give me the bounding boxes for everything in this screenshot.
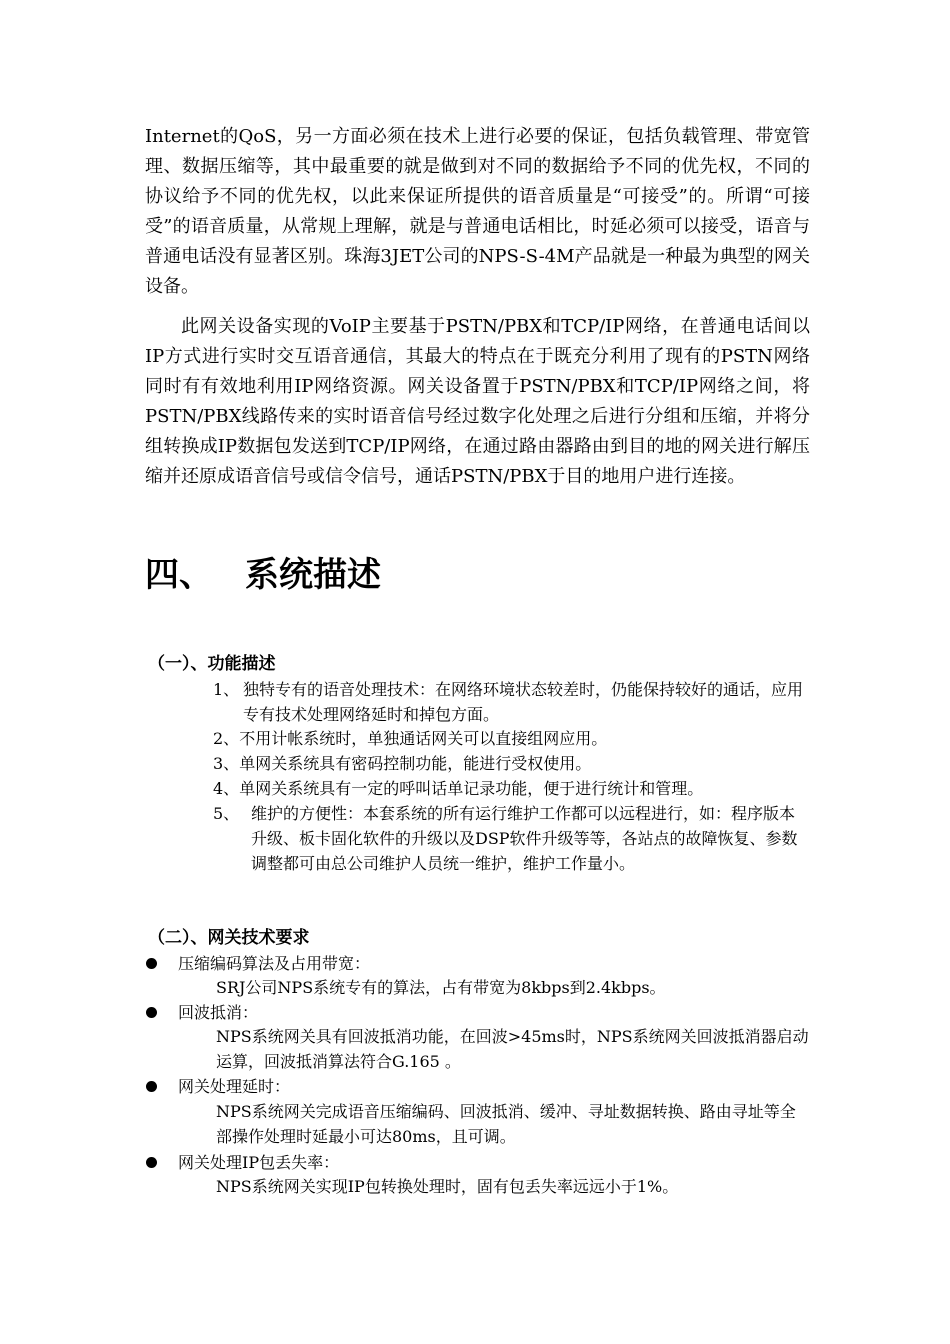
chapter-title: 系统描述 <box>245 555 381 595</box>
list-number: 2、 <box>213 729 240 748</box>
bullet-description: NPS系统网关完成语音压缩编码、回波抵消、缓冲、寻址数据转换、路由寻址等全部操作处理时延最小可达80ms，且可调。 <box>216 1102 796 1146</box>
list-number: 4、 <box>213 779 240 798</box>
numbered-list-item <box>213 801 809 876</box>
body-paragraph: Internet的QoS，另一方面必须在技术上进行必要的保证，包括负载管理、带宽管理、数据压缩等，其中最重要的就是做到对不同的数据给予不同的优先权，不同的协议给予不同的优先权，以此来保证所提供的语音质量是“可接受”的。所谓“可接受”的语音质量，从常规上理解，就是与普通电话相比，时延必须可以接受，语音与普通电话没有显著区别。珠海3JET公司的NPS-S-4M产品就是一种最为典型的网关设备。 <box>145 126 810 297</box>
list-item-text: 独特专有的语音处理技术：在网络环境状态较差时，仍能保持较好的通话，应用专有技术处理网络延时和掉包方面。 <box>243 680 804 724</box>
list-item-text: 维护的方便性：本套系统的所有运行维护工作都可以远程进行，如：程序版本升级、板卡固化软件的升级以及DSP软件升级等等，各站点的故障恢复、参数调整都可由总公司维护人员统一维护，维护工作量小。 <box>251 804 798 873</box>
bullet-description: NPS系统网关实现IP包转换处理时，固有包丢失率远远小于1%。 <box>216 1177 679 1196</box>
numbered-list-item <box>213 776 809 801</box>
list-number: 1、 <box>213 680 240 699</box>
chapter-number: 四、 <box>145 555 213 595</box>
section-heading: （二）、网关技术要求 <box>148 928 310 948</box>
body-paragraph: 此网关设备实现的VoIP主要基于PSTN/PBX和TCP/IP网络，在普通电话间以IP方式进行实时交互语音通信，其最大的特点在于既充分利用了现有的PSTN网络同时有有效地利用IP网络资源。网关设备置于PSTN/PBX和TCP/IP网络之间，将PSTN/PBX线路传来的实时语音信号经过数字化处理之后进行分组和压缩，并将分组转换成IP数据包发送到TCP/IP网络，在通过路由器路由到目的地的网关进行解压缩并还原成语音信号或信令信号，通话PSTN/PBX于目的地用户进行连接。 <box>145 316 810 487</box>
list-item-text: 单网关系统具有一定的呼叫话单记录功能，便于进行统计和管理。 <box>239 779 704 798</box>
chapter-heading <box>145 552 381 598</box>
numbered-list-item <box>213 677 809 727</box>
bullet-label: 网关处理IP包丢失率： <box>178 1153 340 1172</box>
bullet-description: NPS系统网关具有回波抵消功能，在回波>45ms时，NPS系统网关回波抵消器启动运算，回波抵消算法符合G.165 。 <box>216 1027 809 1071</box>
list-number: 5、 <box>213 804 240 823</box>
numbered-list-item <box>213 726 809 751</box>
bullet-label: 压缩编码算法及占用带宽： <box>178 954 371 973</box>
bullet-dot-icon <box>146 958 157 969</box>
list-number: 3、 <box>213 754 240 773</box>
bullet-dot-icon <box>146 1007 157 1018</box>
bullet-label: 网关处理延时： <box>178 1077 291 1096</box>
section-heading: （一）、功能描述 <box>148 654 276 674</box>
list-item-text: 单网关系统具有密码控制功能，能进行受权使用。 <box>239 754 592 773</box>
bullet-label: 回波抵消： <box>178 1003 259 1022</box>
bullet-dot-icon <box>146 1157 157 1168</box>
bullet-dot-icon <box>146 1081 157 1092</box>
list-item-text: 不用计帐系统时，单独通话网关可以直接组网应用。 <box>239 729 608 748</box>
numbered-list-item <box>213 751 809 776</box>
bullet-description: SRJ公司NPS系统专有的算法，占有带宽为8kbps到2.4kbps。 <box>216 978 666 997</box>
